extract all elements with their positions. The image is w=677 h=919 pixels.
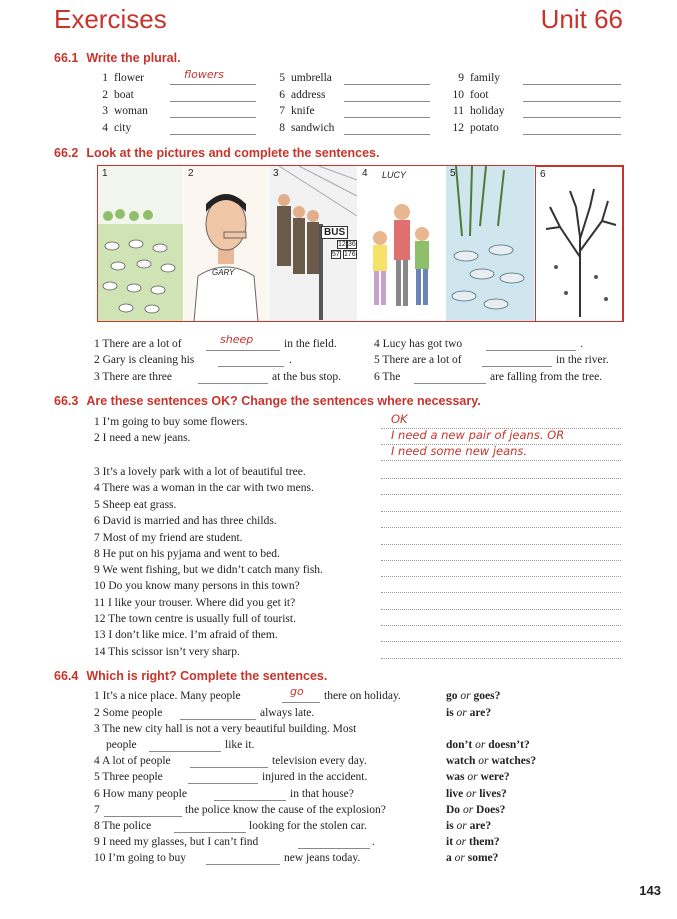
sentence-end: . bbox=[580, 338, 583, 350]
option-b: lives? bbox=[479, 788, 507, 800]
answer-blank[interactable] bbox=[523, 105, 621, 118]
answer-blank[interactable] bbox=[298, 836, 370, 849]
option-or: or bbox=[475, 739, 486, 751]
correction-line[interactable] bbox=[381, 580, 621, 593]
picture-3-bus-stop bbox=[269, 166, 357, 322]
option-a: don’t bbox=[446, 739, 473, 751]
sentence-start: 4 A lot of people bbox=[94, 755, 171, 767]
sentence-start: 8 The police bbox=[94, 820, 152, 832]
singular-word: potato bbox=[470, 121, 499, 134]
option-a: go bbox=[446, 690, 458, 702]
answer-blank[interactable] bbox=[344, 122, 430, 135]
sentence-item: 2 I need a new jeans. bbox=[94, 432, 191, 444]
answer-blank[interactable] bbox=[523, 122, 621, 135]
answer-blank[interactable] bbox=[174, 820, 246, 833]
sentence-start: 4 Lucy has got two bbox=[374, 338, 463, 350]
option-or: or bbox=[454, 852, 465, 864]
correction-line[interactable] bbox=[381, 515, 621, 528]
item-number: 11 bbox=[452, 105, 464, 117]
sentence-end: like it. bbox=[225, 739, 255, 751]
sentence-start: 7 bbox=[94, 804, 100, 816]
option-or: or bbox=[456, 707, 467, 719]
answer-blank[interactable] bbox=[486, 338, 576, 351]
sentence-start: 3 There are three bbox=[94, 371, 173, 383]
sentence-item: 6 David is married and has three childs. bbox=[94, 515, 277, 527]
sentence-item: 1 I’m going to buy some flowers. bbox=[94, 416, 248, 428]
sentence-end: looking for the stolen car. bbox=[249, 820, 367, 832]
answer-blank[interactable] bbox=[214, 788, 286, 801]
sentence-end: television every day. bbox=[272, 755, 367, 767]
section-instruction: Look at the pictures and complete the sentences. bbox=[86, 146, 380, 160]
option-a: was bbox=[446, 771, 465, 783]
picture-6-tree bbox=[535, 166, 623, 322]
singular-word: city bbox=[114, 121, 132, 134]
sentence-start: 1 It’s a nice place. Many people bbox=[94, 690, 241, 702]
singular-word: address bbox=[291, 88, 326, 101]
correction-line[interactable] bbox=[381, 532, 621, 545]
gary-illustration bbox=[184, 166, 268, 322]
picture-number: 1 bbox=[102, 168, 108, 179]
option-or: or bbox=[467, 771, 478, 783]
correction-line[interactable] bbox=[381, 629, 621, 642]
answer-blank[interactable] bbox=[104, 804, 182, 817]
picture-4-lucy bbox=[358, 166, 445, 322]
answer-blank[interactable] bbox=[206, 852, 280, 865]
answer-options bbox=[446, 707, 491, 719]
correction-line[interactable] bbox=[381, 613, 621, 626]
section-number: 66.2 bbox=[54, 146, 79, 160]
answer-blank[interactable] bbox=[170, 122, 256, 135]
bus-number: 36 bbox=[348, 241, 356, 248]
sentence-end: there on holiday. bbox=[324, 690, 401, 702]
answer-options bbox=[446, 852, 498, 864]
answer-blank[interactable] bbox=[188, 771, 258, 784]
section-66-2-heading bbox=[54, 146, 379, 160]
singular-word: knife bbox=[291, 105, 315, 117]
item-number: 10 bbox=[452, 88, 464, 101]
item-number: 9 bbox=[458, 72, 464, 84]
answer-options bbox=[446, 771, 510, 783]
sentence-start: 3 The new city hall is not a very beautiful building. Most bbox=[94, 723, 357, 735]
section-66-1-heading bbox=[54, 51, 181, 65]
item-number: 6 bbox=[279, 88, 285, 101]
sentence-start: people bbox=[106, 739, 137, 751]
singular-word: umbrella bbox=[291, 72, 332, 84]
picture-number: 3 bbox=[273, 168, 279, 179]
sentence-end: in that house? bbox=[290, 788, 354, 800]
section-66-3-heading bbox=[54, 394, 481, 408]
option-a: is bbox=[446, 820, 454, 832]
sentence-end: . bbox=[372, 836, 375, 848]
option-b: some? bbox=[467, 852, 499, 864]
correction-text: OK bbox=[391, 412, 408, 426]
picture-number: 2 bbox=[188, 168, 194, 179]
answer-blank[interactable] bbox=[198, 371, 268, 384]
correction-line[interactable] bbox=[381, 444, 621, 461]
bus-number: 176 bbox=[344, 251, 356, 258]
option-a: watch bbox=[446, 755, 476, 767]
option-a: is bbox=[446, 707, 454, 719]
section-number: 66.3 bbox=[54, 394, 79, 408]
singular-word: flower bbox=[114, 72, 145, 84]
singular-word: family bbox=[470, 72, 501, 84]
answer-text: flowers bbox=[184, 68, 224, 81]
answer-options bbox=[446, 739, 530, 751]
lucy-family-illustration bbox=[358, 166, 445, 322]
sentence-item: 3 It’s a lovely park with a lot of beautiful tree. bbox=[94, 466, 306, 478]
sentence-item: 4 There was a woman in the car with two mens. bbox=[94, 482, 314, 494]
section-instruction: Write the plural. bbox=[86, 51, 181, 65]
sentence-item: 13 I don’t like mice. I’m afraid of them. bbox=[94, 629, 278, 641]
answer-options bbox=[446, 820, 491, 832]
answer-options bbox=[446, 804, 505, 816]
answer-blank[interactable] bbox=[282, 685, 320, 703]
option-or: or bbox=[455, 836, 467, 848]
option-b: were? bbox=[480, 771, 510, 783]
sentence-start: 1 There are a lot of bbox=[94, 338, 182, 350]
option-b: goes? bbox=[473, 690, 501, 702]
answer-options bbox=[446, 788, 507, 800]
page-number: 143 bbox=[639, 883, 661, 898]
picture-5-fish bbox=[446, 166, 534, 322]
sentence-item: 14 This scissor isn’t very sharp. bbox=[94, 646, 240, 658]
item-number: 2 bbox=[102, 88, 108, 101]
option-b: Does? bbox=[476, 804, 506, 816]
answer-blank[interactable] bbox=[170, 68, 256, 85]
correction-line[interactable] bbox=[381, 466, 621, 479]
option-or: or bbox=[460, 690, 471, 702]
correction-text: I need a new pair of jeans. OR bbox=[391, 428, 565, 442]
unit-title: Unit 66 bbox=[540, 4, 623, 34]
item-number: 12 bbox=[452, 121, 464, 134]
answer-options bbox=[446, 690, 500, 702]
sentence-end: . bbox=[289, 354, 292, 366]
sentence-start: 9 I need my glasses, but I can’t find bbox=[94, 836, 259, 848]
answer-blank[interactable] bbox=[482, 354, 552, 367]
answer-blank[interactable] bbox=[180, 707, 256, 720]
sentence-end: always late. bbox=[260, 707, 315, 719]
correction-line[interactable] bbox=[381, 548, 621, 561]
sentence-end: injured in the accident. bbox=[262, 771, 368, 783]
option-b: doesn’t? bbox=[488, 739, 530, 751]
sentence-start: 2 Gary is cleaning his bbox=[94, 354, 195, 366]
sentence-end: in the field. bbox=[284, 338, 337, 350]
answer-blank[interactable] bbox=[344, 89, 430, 102]
sentence-end: in the river. bbox=[556, 354, 609, 366]
correction-line[interactable] bbox=[381, 482, 621, 495]
bus-number: 12 bbox=[338, 241, 346, 248]
answer-blank[interactable] bbox=[344, 105, 430, 118]
correction-line[interactable] bbox=[381, 597, 621, 610]
item-number: 1 bbox=[102, 72, 108, 84]
correction-line[interactable] bbox=[381, 564, 621, 577]
option-or: or bbox=[456, 820, 467, 832]
picture-number: 6 bbox=[540, 169, 546, 180]
tree-illustration bbox=[536, 167, 622, 321]
sentence-item: 12 The town centre is usually full of tourist. bbox=[94, 613, 296, 625]
item-number: 7 bbox=[279, 105, 285, 117]
option-a: a bbox=[446, 852, 452, 864]
picture-2-gary bbox=[184, 166, 268, 322]
picture-number: 5 bbox=[450, 168, 456, 179]
sentence-start: 6 How many people bbox=[94, 788, 187, 800]
answer-text: sheep bbox=[220, 333, 254, 346]
option-a: live bbox=[446, 788, 464, 800]
answer-blank[interactable] bbox=[170, 89, 256, 102]
item-number: 5 bbox=[279, 72, 285, 84]
sentence-start: 6 The bbox=[374, 371, 401, 383]
option-or: or bbox=[462, 804, 474, 816]
singular-word: boat bbox=[114, 88, 134, 101]
correction-text: I need some new jeans. bbox=[391, 444, 528, 458]
item-number: 4 bbox=[102, 121, 108, 134]
picture-1-sheep bbox=[98, 166, 183, 322]
option-b: watches? bbox=[491, 755, 537, 767]
sentence-item: 11 I like your trouser. Where did you get it? bbox=[94, 597, 296, 609]
section-instruction: Which is right? Complete the sentences. bbox=[86, 669, 328, 683]
sentence-item: 8 He put on his pyjama and went to bed. bbox=[94, 548, 280, 560]
answer-blank[interactable] bbox=[206, 333, 280, 351]
answer-blank[interactable] bbox=[170, 105, 256, 118]
sentence-start: 5 There are a lot of bbox=[374, 354, 462, 366]
fish-river-illustration bbox=[446, 166, 534, 322]
answer-blank[interactable] bbox=[190, 755, 268, 768]
bus-sign: BUS bbox=[321, 226, 348, 239]
sentence-item: 9 We went fishing, but we didn’t catch many fish. bbox=[94, 564, 323, 576]
sentence-item: 10 Do you know many persons in this town? bbox=[94, 580, 300, 592]
sentence-start: 2 Some people bbox=[94, 707, 163, 719]
sentence-end: are falling from the tree. bbox=[490, 371, 603, 383]
option-or: or bbox=[478, 755, 489, 767]
answer-blank[interactable] bbox=[344, 72, 430, 85]
answer-blank[interactable] bbox=[523, 72, 621, 85]
answer-blank[interactable] bbox=[149, 739, 221, 752]
correction-line[interactable] bbox=[381, 646, 621, 659]
option-b: them? bbox=[469, 836, 500, 848]
sentence-start: 10 I’m going to buy bbox=[94, 852, 186, 864]
answer-blank[interactable] bbox=[218, 354, 284, 367]
lucy-label: LUCY bbox=[382, 170, 407, 180]
item-number: 3 bbox=[102, 105, 108, 117]
item-number: 8 bbox=[279, 121, 285, 134]
singular-word: sandwich bbox=[291, 121, 335, 134]
option-a: Do bbox=[446, 804, 461, 816]
singular-word: woman bbox=[114, 105, 148, 117]
bus-number: 57 bbox=[332, 251, 340, 258]
answer-text: go bbox=[290, 685, 304, 698]
section-instruction: Are these sentences OK? Change the sentences where necessary. bbox=[86, 394, 481, 408]
correction-line[interactable] bbox=[381, 499, 621, 512]
option-b: are? bbox=[469, 820, 492, 832]
answer-options bbox=[446, 836, 500, 848]
sheep-field-illustration bbox=[98, 166, 183, 322]
section-number: 66.4 bbox=[54, 669, 79, 683]
answer-blank[interactable] bbox=[523, 89, 621, 102]
page-title: Exercises bbox=[54, 4, 167, 34]
section-number: 66.1 bbox=[54, 51, 79, 65]
sentence-start: 5 Three people bbox=[94, 771, 163, 783]
gary-label: GARY bbox=[212, 268, 235, 277]
singular-word: holiday bbox=[470, 105, 505, 117]
section-66-4-heading bbox=[54, 669, 327, 683]
sentence-item: 5 Sheep eat grass. bbox=[94, 499, 177, 511]
singular-word: foot bbox=[470, 88, 489, 101]
sentence-end: new jeans today. bbox=[284, 852, 361, 864]
answer-options bbox=[446, 755, 536, 767]
answer-blank[interactable] bbox=[414, 371, 486, 384]
sentence-end: at the bus stop. bbox=[272, 371, 341, 383]
sentence-end: the police know the cause of the explosion? bbox=[185, 804, 386, 816]
option-a: it bbox=[446, 836, 454, 848]
picture-number: 4 bbox=[362, 168, 368, 179]
option-b: are? bbox=[469, 707, 492, 719]
option-or: or bbox=[466, 788, 477, 800]
sentence-item: 7 Most of my friend are student. bbox=[94, 532, 243, 544]
